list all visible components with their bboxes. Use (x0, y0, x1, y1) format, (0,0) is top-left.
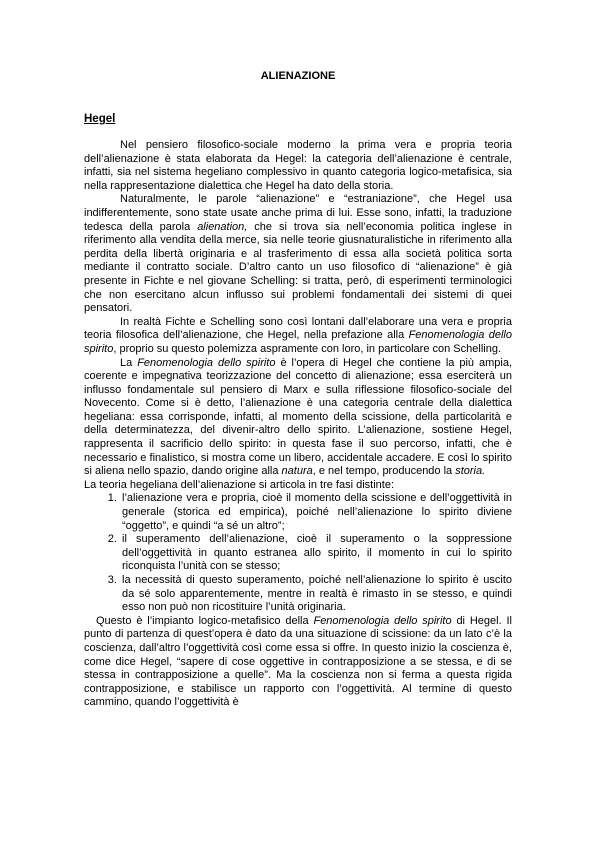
paragraph-2-text-b: che si trova sia nell’economia politica inglese in riferimento alla vendita della merce, sia nelle teorie giusnaturalistiche in riferimento alla perdita della libertà originaria e al trasferimento di essa alla società politica sorta mediante il contratto sociale. D’altro canto un uso filosofico di “alienazione” è già presente in Fichte e nel giovane Schelling: si tratta, però, di esperimenti terminologici che non esercitano alcun influsso sui problemi fondamentali dei sistemi di quei pensatori. (84, 220, 513, 315)
list-item: 2. il superamento dell’alienazione, cioè il superamento o la soppressione dell’oggettività in quanto estranea allo spirito, il momento in cui lo spirito riconquista l’unità con se stesso; (120, 533, 512, 574)
document-body (84, 139, 512, 710)
paragraph-5: La teoria hegeliana dell’alienazione si articola in tre fasi distinte: (84, 478, 395, 491)
paragraph-6-text-a: Questo è l’impianto logico-metafisico della (96, 614, 314, 627)
paragraph-4-italic-3: storia. (455, 465, 486, 478)
paragraph-2 (84, 193, 512, 315)
paragraph-3-text-a: In realtà Fichte e Schelling sono così lontani dall’elaborare una vera e propria teoria filosofica dell’alienazione, che Hegel, nella prefazione alla (84, 315, 512, 342)
paragraph-2-italic: alienation, (197, 220, 248, 233)
phases-list (84, 492, 512, 614)
paragraph-4-text-b: è l’opera di Hegel che contiene la più ampia, coerente e impegnativa teorizzazione del concetto di alienazione; essa eserciterà un influsso fondamentale sul pensiero di Marx e sulla riflessione filosofico-sociale del Novecento. Come si è detto, l’alienazione è una categoria centrale della dialettica hegeliana: essa corrisponde, infatti, al momento della scissione, della particolarità e della determinatezza, del divenir-altro dello spirito. L’alienazione, sostiene Hegel, rappresenta il sacrificio dello spirito: in questa fase il suo percorso, infatti, che è necessario e finalistico, si mostra come un libero, accidentale accadere. E così lo spirito si aliena nello spazio, dando origine alla (84, 356, 513, 478)
paragraph-6-italic: Fenomenologia dello spirito (313, 614, 452, 627)
paragraph-3-text-b: , proprio su questo polemizza aspramente con loro, in particolare con Schelling. (113, 342, 501, 355)
paragraph-2-text-a: Naturalmente, le parole “alienazione” e “estraniazione”, che Hegel usa indifferentemente, sono state usate anche prima di lui. Esse sono, infatti, la traduzione tedesca della parola (84, 193, 512, 233)
paragraph-4-text-c: , e nel tempo, producendo la (312, 465, 456, 478)
paragraph-3 (84, 316, 512, 357)
paragraph-6-text-b: di Hegel. Il punto di partenza di quest’opera è dato da una situazione di scissione: da un lato c’è la coscienza, dall’altro l’oggettività così come essa si offre. In questo inizio la coscienza è, come dice Hegel, “sapere di cose oggettive in contrapposizione a se stessa, e di se stessa in contrapposizione a quelle”. Ma la coscienza non si ferma a questa rigida contrapposizione, e stabilisce un rapporto con l’oggettività. Al termine di questo cammino, quando l’oggettività è (84, 614, 513, 709)
paragraph-4-italic-2: natura (281, 465, 313, 478)
paragraph-1: Nel pensiero filosofico-sociale moderno la prima vera e propria teoria dell’alienazione è stata elaborata da Hegel: la categoria dell’alienazione è centrale, infatti, sia nel sistema hegeliano complessivo in quanto categoria logico-metafisica, sia nella rappresentazione dialettica che Hegel ha dato della storia. (84, 139, 512, 192)
document-title: ALIENAZIONE (260, 70, 336, 82)
list-item: 3. la necessità di questo superamento, poiché nell’alienazione lo spirito è uscito da sé solo apparentemente, mentre in realtà è rimasto in se stesso, e quindi esso non può non ricostituire l’unità originaria. (120, 574, 512, 615)
section-heading: Hegel (84, 113, 116, 125)
paragraph-6 (84, 615, 512, 710)
list-item: 1. l’alienazione vera e propria, cioè il momento della scissione e dell’oggettività in generale (storica ed empirica), poiché nell’alienazione lo spirito diviene “oggetto”, e quindi “a sé un altro”; (120, 492, 512, 533)
paragraph-3-italic: Fenomenologia dello spirito (84, 329, 512, 355)
paragraph-4 (84, 357, 512, 479)
paragraph-4-text-a: La (120, 356, 138, 369)
paragraph-4-italic-1: Fenomenologia dello spirito (137, 356, 276, 369)
